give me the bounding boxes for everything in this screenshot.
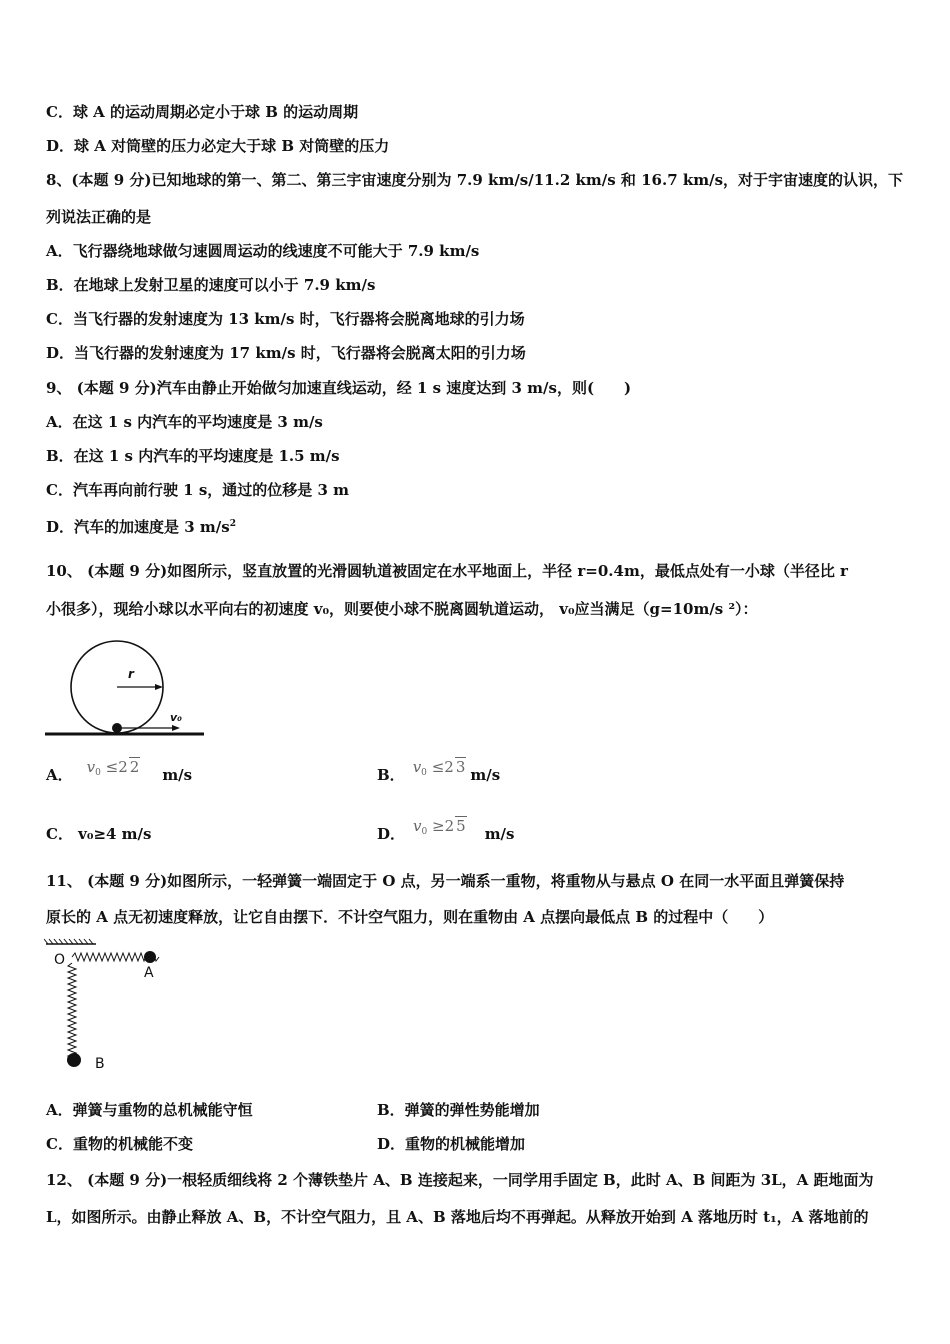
q12-stem-line1: 12、 (本题 9 分)一根轻质细线将 2 个薄铁垫片 A、B 连接起来，一同学用手固定 B，此时 A、B 间距为 3L，A 距地面为 — [46, 1171, 874, 1189]
ceiling-hatching — [44, 939, 93, 944]
q9-option-b: B．在这 1 s 内汽车的平均速度是 1.5 m/s — [46, 447, 340, 465]
formula-sub: 0 — [421, 768, 427, 778]
q11-option-d: D．重物的机械能增加 — [377, 1135, 526, 1153]
q11-option-c: C．重物的机械能不变 — [46, 1135, 193, 1153]
q10-option-b-label: B． — [377, 766, 405, 784]
velocity-label: v₀ — [170, 711, 182, 724]
q10-stem-line1: 10、 (本题 9 分)如图所示，竖直放置的光滑圆轨道被固定在水平地面上，半径 r=0.4m，最低点处有一小球（半径比 r — [46, 562, 848, 580]
formula-v: v — [412, 758, 422, 776]
point-a-label: A — [144, 965, 154, 981]
q9-option-d-sup: 2 — [229, 519, 236, 529]
formula-sub: 0 — [421, 827, 428, 837]
q11-stem-line2: 原长的 A 点无初速度释放，让它自由摆下．不计空气阻力，则在重物由 A 点摆向最低点 B 的过程中（ ） — [46, 908, 774, 926]
q10-option-b — [377, 758, 501, 792]
radius-arrowhead — [155, 684, 163, 690]
formula-sub: 0 — [95, 768, 101, 778]
q11-stem-line1: 11、 (本题 9 分)如图所示，一轻弹簧一端固定于 O 点，另一端系一重物，将重物从与悬点 O 在同一水平面且弹簧保持 — [46, 872, 845, 890]
q8-option-c: C．当飞行器的发射速度为 13 km/s 时，飞行器将会脱离地球的引力场 — [46, 310, 525, 328]
q9-stem: 9、 (本题 9 分)汽车由静止开始做匀加速直线运动，经 1 s 速度达到 3 m/s，则( ) — [46, 379, 632, 397]
q11-spring-figure — [44, 936, 174, 1076]
vertical-spring — [68, 963, 76, 1061]
q9-option-d-text: D．汽车的加速度是 3 m/s — [46, 518, 230, 536]
q10-option-d — [377, 817, 515, 851]
q10-option-d-label: D． — [377, 825, 406, 843]
q8-option-a: A．飞行器绕地球做匀速圆周运动的线速度不可能大于 7.9 km/s — [46, 242, 480, 260]
q10-option-a-formula — [87, 758, 141, 776]
q10-option-a-label: A． — [46, 766, 73, 784]
q8-stem-line1: 8、(本题 9 分)已知地球的第一、第二、第三宇宙速度分别为 7.9 km/s/11.2 km/s 和 16.7 km/s，对于宇宙速度的认识，下 — [46, 171, 904, 189]
q11-option-a: A．弹簧与重物的总机械能守恒 — [46, 1101, 253, 1119]
velocity-arrowhead — [172, 725, 180, 731]
q7-option-c: C．球 A 的运动周期必定小于球 B 的运动周期 — [46, 103, 359, 121]
mass-b — [67, 1053, 81, 1067]
q10-stem-line2: 小很多），现给小球以水平向右的初速度 v₀，则要使小球不脱离圆轨道运动， v₀应当满足（g=10m/s ²）： — [46, 600, 758, 618]
q10-option-c: C． v₀≥4 m/s — [46, 825, 152, 843]
q10-circle-track-figure — [44, 640, 209, 740]
q10-option-b-formula — [413, 758, 467, 776]
q12-stem-line2: L，如图所示。由静止释放 A、B，不计空气阻力，且 A、B 落地后均不再弹起。从释放开始到 A 落地历时 t₁，A 落地前的 — [46, 1208, 869, 1226]
formula-rel: ≥2 — [432, 817, 455, 835]
formula-radicand: 5 — [456, 817, 466, 835]
point-b-label: B — [95, 1056, 105, 1072]
ball — [112, 723, 122, 733]
q10-option-d-unit: m/s — [484, 825, 515, 843]
q8-option-d: D．当飞行器的发射速度为 17 km/s 时，飞行器将会脱离太阳的引力场 — [46, 344, 526, 362]
q11-option-b: B．弹簧的弹性势能增加 — [377, 1101, 540, 1119]
q10-option-a-unit: m/s — [162, 766, 193, 784]
formula-radicand: 2 — [129, 758, 140, 776]
radius-label: r — [128, 667, 134, 681]
formula-radicand: 3 — [455, 758, 466, 776]
q10-option-a — [46, 758, 193, 792]
point-o-label: O — [54, 952, 66, 968]
q9-option-a: A．在这 1 s 内汽车的平均速度是 3 m/s — [46, 413, 323, 431]
formula-rel: ≤2 — [105, 758, 128, 776]
q7-option-d: D．球 A 对筒壁的压力必定大于球 B 对筒壁的压力 — [46, 137, 390, 155]
q10-option-d-formula — [413, 817, 467, 835]
formula-v: v — [86, 758, 96, 776]
mass-a — [144, 951, 156, 963]
q9-option-d — [46, 513, 236, 538]
formula-v: v — [413, 817, 422, 835]
q8-option-b: B．在地球上发射卫星的速度可以小于 7.9 km/s — [46, 276, 376, 294]
q8-stem-line2: 列说法正确的是 — [46, 208, 152, 226]
formula-rel: ≤2 — [431, 758, 454, 776]
q10-option-b-unit: m/s — [470, 766, 501, 784]
q9-option-c: C．汽车再向前行驶 1 s，通过的位移是 3 m — [46, 481, 350, 499]
